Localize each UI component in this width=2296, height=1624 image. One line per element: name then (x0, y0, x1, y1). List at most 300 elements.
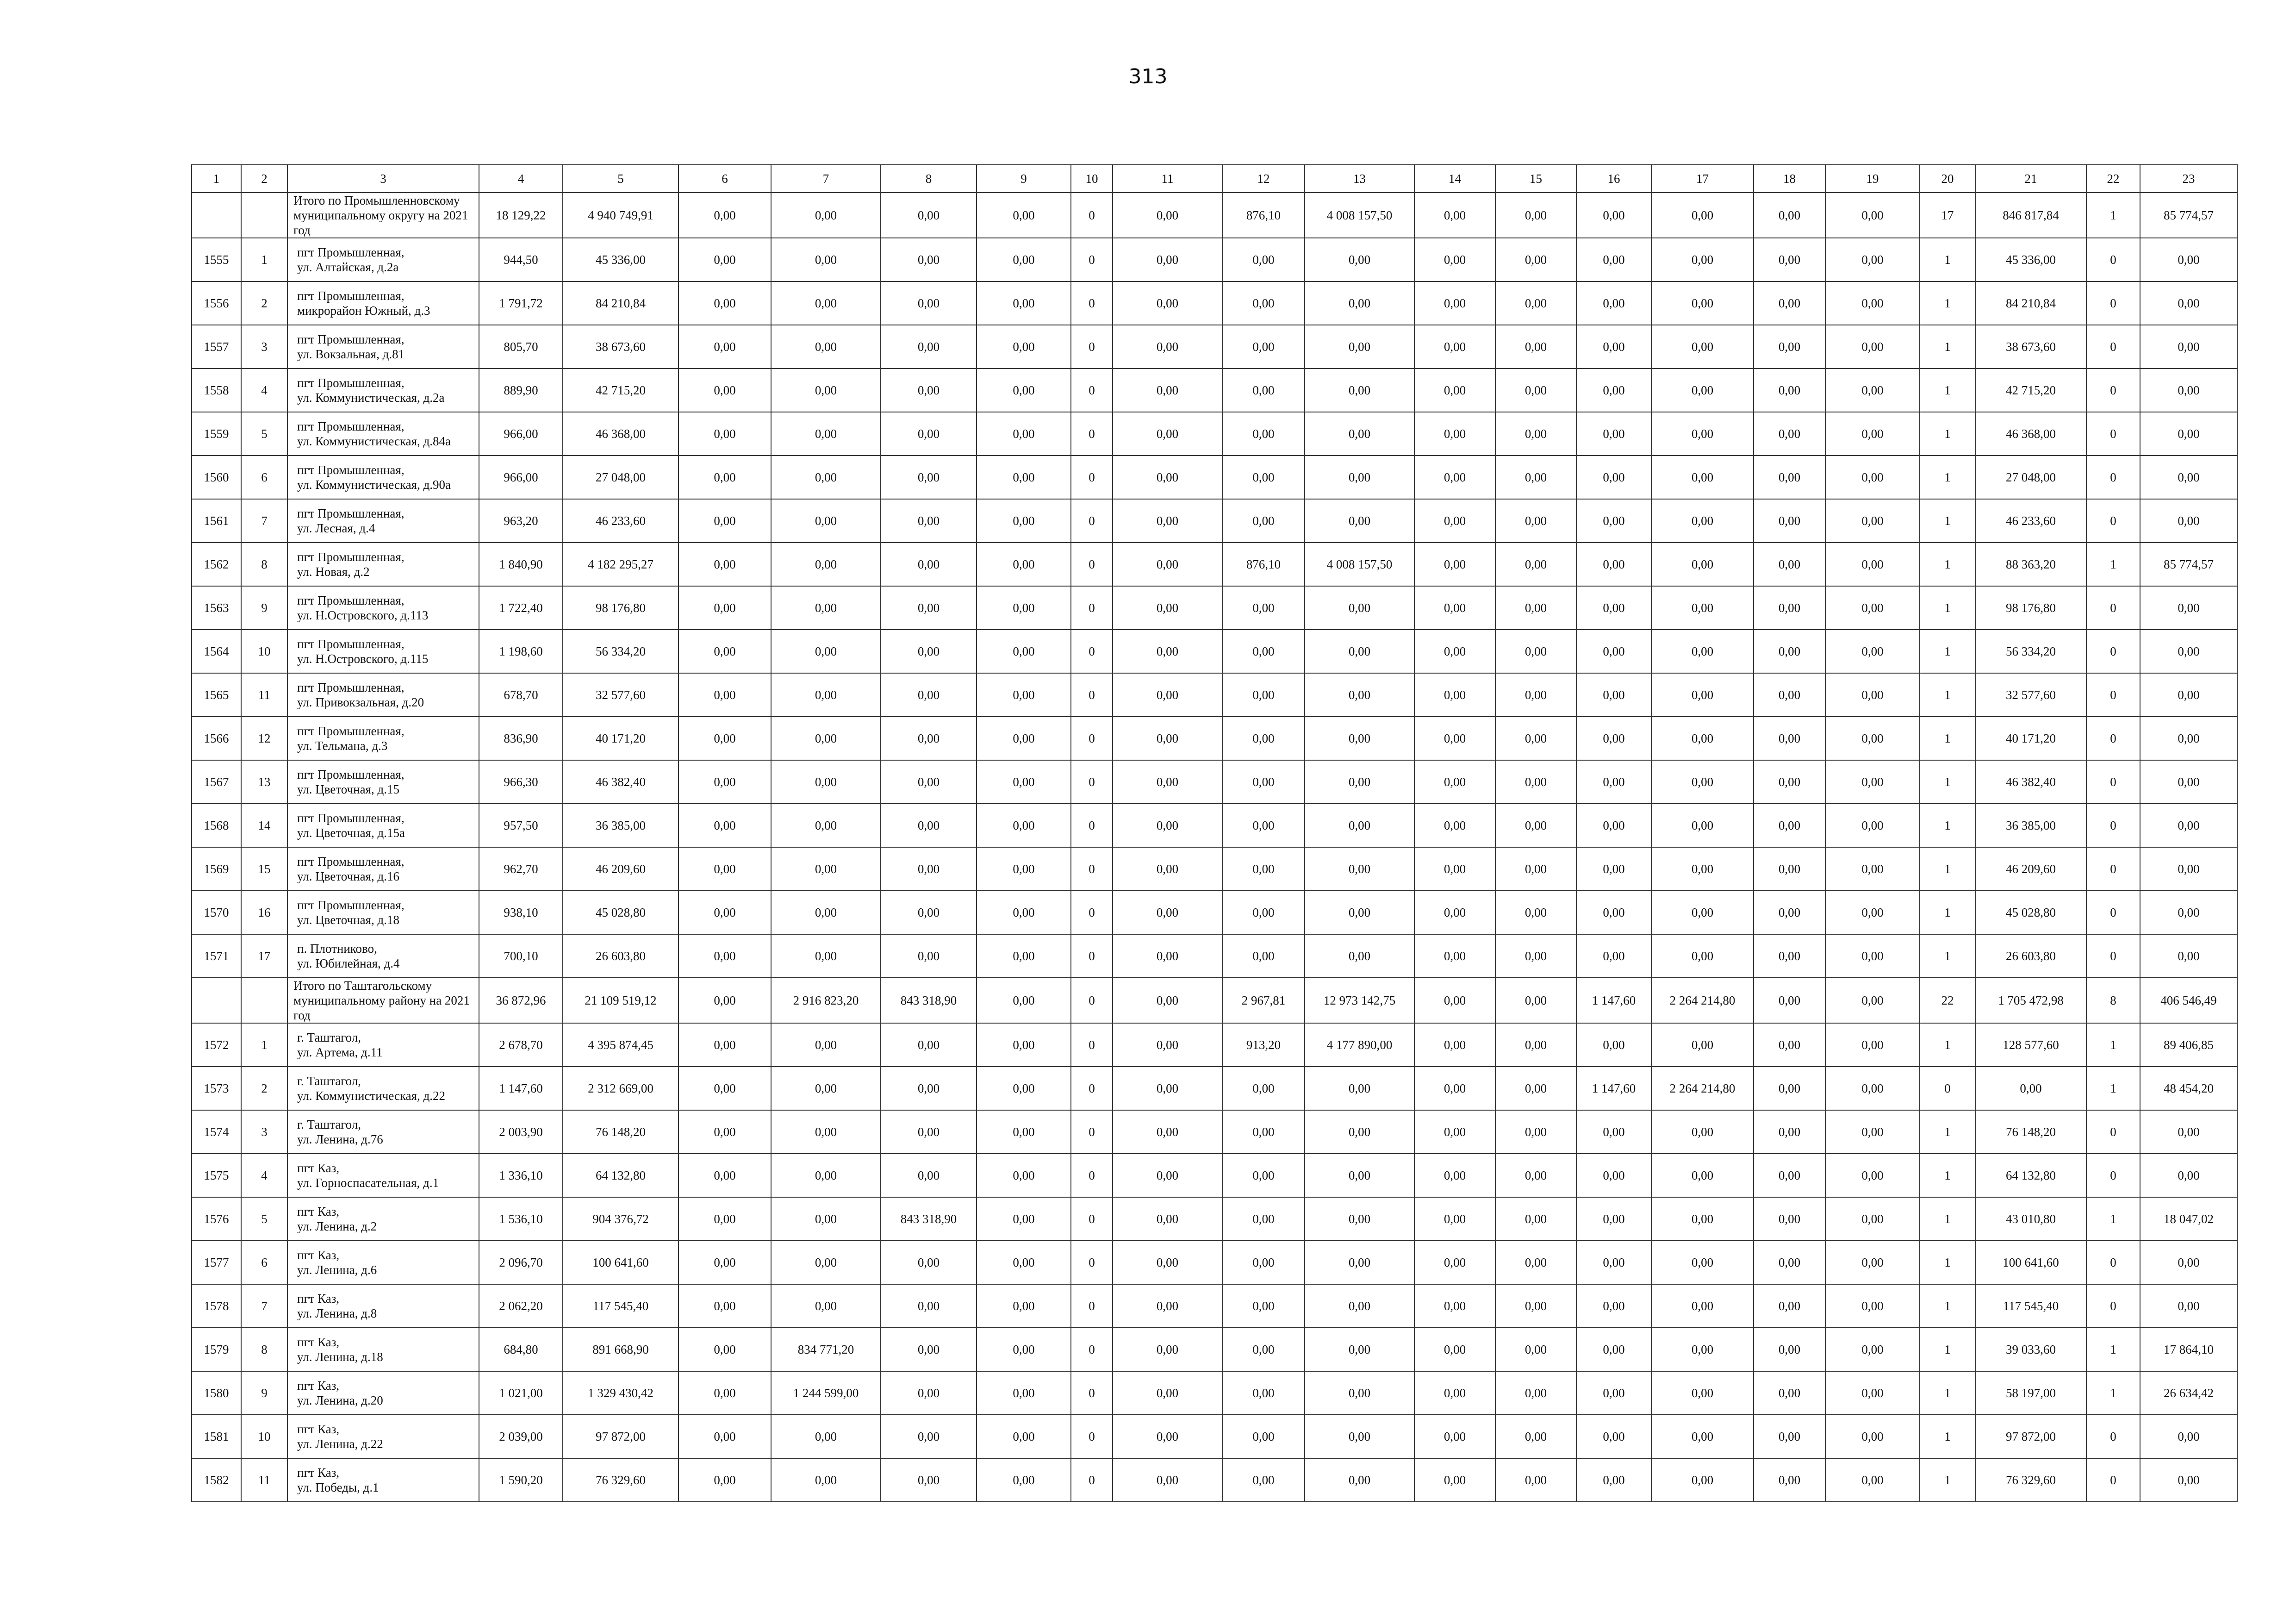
value-cell: 0,00 (1754, 630, 1825, 673)
value-cell: 0,00 (2140, 717, 2237, 760)
value-cell: 0,00 (678, 586, 771, 630)
address-cell (287, 543, 479, 586)
address-line: ул. Ленина, д.8 (297, 1306, 377, 1320)
address-line: п. Плотниково, (297, 942, 377, 956)
table-row (192, 1023, 2237, 1067)
value-cell: 0 (2086, 934, 2140, 978)
value-cell: 0,00 (1222, 630, 1305, 673)
address-line: микрорайон Южный, д.3 (297, 304, 430, 318)
value-cell: 0,00 (1576, 673, 1651, 717)
value-cell: 0 (1071, 717, 1113, 760)
value-cell: 0,00 (1495, 412, 1576, 456)
value-cell: 0,00 (678, 1110, 771, 1154)
table-row (192, 1197, 2237, 1241)
value-cell: 0,00 (1414, 1415, 1495, 1458)
value-cell: 1 (1920, 586, 1975, 630)
address-line: ул. Победы, д.1 (297, 1480, 379, 1494)
value-cell: 0 (1071, 847, 1113, 891)
value-cell: 36 385,00 (563, 804, 678, 847)
value-cell: 4 182 295,27 (563, 543, 678, 586)
address-line: ул. Ленина, д.20 (297, 1393, 383, 1407)
value-cell: 38 673,60 (1975, 325, 2086, 369)
address-cell (287, 717, 479, 760)
value-cell: 0,00 (1754, 281, 1825, 325)
address-line: пгт Промышленная, (297, 332, 404, 346)
item-number-cell: 10 (241, 630, 287, 673)
address-cell (287, 456, 479, 499)
value-cell: 904 376,72 (563, 1197, 678, 1241)
value-cell: 0 (1071, 499, 1113, 543)
value-cell: 0,00 (678, 978, 771, 1023)
table-row (192, 281, 2237, 325)
value-cell: 45 336,00 (1975, 238, 2086, 281)
value-cell: 1 (2086, 1023, 2140, 1067)
item-number-cell: 16 (241, 891, 287, 934)
value-cell: 0,00 (977, 1023, 1071, 1067)
value-cell: 1 (1920, 456, 1975, 499)
value-cell: 0,00 (1651, 717, 1754, 760)
value-cell: 0,00 (1113, 281, 1222, 325)
value-cell: 0,00 (771, 412, 881, 456)
column-number: 6 (678, 165, 771, 193)
value-cell: 0,00 (1754, 543, 1825, 586)
value-cell: 0 (2086, 499, 2140, 543)
value-cell: 0,00 (1754, 456, 1825, 499)
value-cell: 0,00 (678, 1328, 771, 1371)
value-cell: 0,00 (1414, 325, 1495, 369)
value-cell: 0,00 (1305, 1154, 1414, 1197)
value-cell: 76 148,20 (563, 1110, 678, 1154)
value-cell: 0,00 (1113, 630, 1222, 673)
value-cell: 0,00 (1495, 543, 1576, 586)
value-cell: 0,00 (1825, 193, 1920, 238)
value-cell: 36 385,00 (1975, 804, 2086, 847)
value-cell: 0,00 (678, 499, 771, 543)
value-cell: 64 132,80 (563, 1154, 678, 1197)
value-cell: 17 864,10 (2140, 1328, 2237, 1371)
value-cell: 0,00 (1495, 804, 1576, 847)
value-cell: 0,00 (977, 325, 1071, 369)
value-cell: 0,00 (678, 412, 771, 456)
address-cell (287, 1415, 479, 1458)
data-table (191, 164, 2238, 1502)
address-cell (287, 412, 479, 456)
value-cell: 0,00 (1113, 1458, 1222, 1502)
value-cell: 0,00 (1414, 586, 1495, 630)
column-number: 16 (1576, 165, 1651, 193)
record-id-cell: 1569 (192, 847, 241, 891)
value-cell: 0,00 (1222, 717, 1305, 760)
record-id-cell: 1555 (192, 238, 241, 281)
value-cell: 0,00 (1825, 412, 1920, 456)
value-cell: 843 318,90 (881, 1197, 977, 1241)
value-cell: 1 (1920, 1371, 1975, 1415)
value-cell: 0,00 (1414, 934, 1495, 978)
item-number-cell: 6 (241, 1241, 287, 1284)
value-cell: 0,00 (1414, 717, 1495, 760)
value-cell: 0,00 (1754, 934, 1825, 978)
value-cell: 0,00 (1414, 281, 1495, 325)
value-cell: 1 (1920, 891, 1975, 934)
value-cell: 38 673,60 (563, 325, 678, 369)
value-cell: 117 545,40 (563, 1284, 678, 1328)
value-cell: 46 382,40 (1975, 760, 2086, 804)
value-cell: 0,00 (771, 1110, 881, 1154)
value-cell: 0,00 (881, 1023, 977, 1067)
value-cell: 0,00 (1222, 1284, 1305, 1328)
table-row (192, 543, 2237, 586)
value-cell: 876,10 (1222, 543, 1305, 586)
value-cell: 1 (1920, 1284, 1975, 1328)
value-cell: 0,00 (1222, 281, 1305, 325)
value-cell: 0,00 (1825, 1284, 1920, 1328)
address-line: пгт Промышленная, (297, 768, 404, 781)
value-cell: 0,00 (1651, 847, 1754, 891)
address-line: пгт Промышленная, (297, 811, 404, 825)
value-cell: 0,00 (771, 891, 881, 934)
value-cell: 1 (1920, 630, 1975, 673)
value-cell: 0,00 (1754, 1241, 1825, 1284)
value-cell: 0,00 (1414, 369, 1495, 412)
value-cell: 0,00 (771, 543, 881, 586)
value-cell: 0,00 (771, 1415, 881, 1458)
table-row (192, 1371, 2237, 1415)
value-cell: 0,00 (1754, 499, 1825, 543)
value-cell: 0 (1071, 891, 1113, 934)
address-line: муниципальному району на 2021 год (293, 993, 470, 1022)
value-cell: 1 590,20 (479, 1458, 563, 1502)
record-id-cell: 1559 (192, 412, 241, 456)
value-cell: 0,00 (1495, 1415, 1576, 1458)
value-cell: 1 (1920, 934, 1975, 978)
column-number: 17 (1651, 165, 1754, 193)
item-number-cell (241, 193, 287, 238)
value-cell: 0,00 (977, 1067, 1071, 1110)
record-id-cell: 1567 (192, 760, 241, 804)
value-cell: 1 147,60 (479, 1067, 563, 1110)
address-cell (287, 369, 479, 412)
value-cell: 0,00 (771, 193, 881, 238)
value-cell: 0,00 (2140, 281, 2237, 325)
column-number: 3 (287, 165, 479, 193)
item-number-cell: 1 (241, 1023, 287, 1067)
value-cell: 843 318,90 (881, 978, 977, 1023)
value-cell: 0,00 (678, 1371, 771, 1415)
value-cell: 0,00 (1222, 891, 1305, 934)
value-cell: 966,00 (479, 412, 563, 456)
value-cell: 0 (1071, 1284, 1113, 1328)
value-cell: 0 (1071, 586, 1113, 630)
value-cell: 0,00 (881, 1458, 977, 1502)
value-cell: 0,00 (1414, 978, 1495, 1023)
item-number-cell: 9 (241, 1371, 287, 1415)
value-cell: 891 668,90 (563, 1328, 678, 1371)
value-cell: 0,00 (1495, 1371, 1576, 1415)
value-cell: 0,00 (1651, 891, 1754, 934)
value-cell: 0 (1071, 673, 1113, 717)
value-cell: 1 244 599,00 (771, 1371, 881, 1415)
value-cell: 0,00 (1495, 325, 1576, 369)
table-row (192, 238, 2237, 281)
address-cell (287, 1067, 479, 1110)
record-id-cell: 1579 (192, 1328, 241, 1371)
value-cell: 0,00 (1222, 1415, 1305, 1458)
value-cell: 0,00 (2140, 1110, 2237, 1154)
value-cell: 0,00 (1414, 1023, 1495, 1067)
address-line: пгт Каз, (297, 1292, 340, 1305)
value-cell: 0,00 (1113, 804, 1222, 847)
column-number: 2 (241, 165, 287, 193)
value-cell: 0,00 (1825, 1415, 1920, 1458)
value-cell: 0,00 (1651, 1023, 1754, 1067)
address-line: ул. Горноспасательная, д.1 (297, 1176, 439, 1190)
value-cell: 0,00 (1825, 1154, 1920, 1197)
address-cell (287, 1197, 479, 1241)
value-cell: 0,00 (1754, 891, 1825, 934)
value-cell: 1 705 472,98 (1975, 978, 2086, 1023)
value-cell: 0,00 (1651, 281, 1754, 325)
item-number-cell (241, 978, 287, 1023)
item-number-cell: 10 (241, 1415, 287, 1458)
value-cell: 0,00 (977, 543, 1071, 586)
value-cell: 957,50 (479, 804, 563, 847)
value-cell: 2 967,81 (1222, 978, 1305, 1023)
address-cell (287, 281, 479, 325)
table-row (192, 325, 2237, 369)
value-cell: 0,00 (1495, 456, 1576, 499)
value-cell: 0 (1071, 325, 1113, 369)
value-cell: 0,00 (1495, 673, 1576, 717)
address-cell (287, 499, 479, 543)
value-cell: 0 (2086, 891, 2140, 934)
value-cell: 1 (1920, 281, 1975, 325)
value-cell: 0,00 (678, 1241, 771, 1284)
value-cell: 0,00 (771, 847, 881, 891)
value-cell: 117 545,40 (1975, 1284, 2086, 1328)
value-cell: 76 329,60 (563, 1458, 678, 1502)
value-cell: 0,00 (881, 804, 977, 847)
value-cell: 0,00 (977, 804, 1071, 847)
value-cell: 0,00 (1495, 281, 1576, 325)
value-cell: 89 406,85 (2140, 1023, 2237, 1067)
value-cell: 0,00 (1576, 1328, 1651, 1371)
value-cell: 21 109 519,12 (563, 978, 678, 1023)
value-cell: 0,00 (1414, 1458, 1495, 1502)
value-cell: 1 336,10 (479, 1154, 563, 1197)
value-cell: 1 (1920, 673, 1975, 717)
value-cell: 0,00 (977, 1241, 1071, 1284)
value-cell: 0,00 (2140, 325, 2237, 369)
value-cell: 0,00 (1754, 1067, 1825, 1110)
address-cell (287, 934, 479, 978)
value-cell: 0,00 (977, 1154, 1071, 1197)
value-cell: 0,00 (1113, 1241, 1222, 1284)
value-cell: 0,00 (678, 369, 771, 412)
value-cell: 0,00 (1651, 760, 1754, 804)
value-cell: 0,00 (1414, 1154, 1495, 1197)
value-cell: 17 (1920, 193, 1975, 238)
value-cell: 0,00 (1576, 193, 1651, 238)
value-cell: 0,00 (1414, 804, 1495, 847)
value-cell: 0,00 (977, 1284, 1071, 1328)
record-id-cell: 1570 (192, 891, 241, 934)
value-cell: 0 (1071, 1415, 1113, 1458)
address-line: пгт Промышленная, (297, 898, 404, 912)
value-cell: 1 722,40 (479, 586, 563, 630)
address-line: ул. Ленина, д.18 (297, 1350, 383, 1364)
address-line: пгт Каз, (297, 1161, 340, 1175)
value-cell: 963,20 (479, 499, 563, 543)
value-cell: 0,00 (1113, 586, 1222, 630)
value-cell: 0,00 (1113, 1371, 1222, 1415)
item-number-cell: 15 (241, 847, 287, 891)
value-cell: 0,00 (678, 760, 771, 804)
value-cell: 889,90 (479, 369, 563, 412)
value-cell: 0,00 (1651, 543, 1754, 586)
value-cell: 0 (1071, 760, 1113, 804)
value-cell: 0,00 (678, 1154, 771, 1197)
value-cell: 46 368,00 (563, 412, 678, 456)
value-cell: 0,00 (1754, 193, 1825, 238)
address-cell (287, 1371, 479, 1415)
value-cell: 678,70 (479, 673, 563, 717)
item-number-cell: 8 (241, 1328, 287, 1371)
value-cell: 97 872,00 (563, 1415, 678, 1458)
value-cell: 0,00 (1305, 369, 1414, 412)
value-cell: 0,00 (2140, 891, 2237, 934)
value-cell: 0,00 (1576, 499, 1651, 543)
value-cell: 1 (1920, 412, 1975, 456)
value-cell: 100 641,60 (1975, 1241, 2086, 1284)
value-cell: 56 334,20 (1975, 630, 2086, 673)
value-cell: 0,00 (881, 673, 977, 717)
column-number: 21 (1975, 165, 2086, 193)
column-number: 19 (1825, 165, 1920, 193)
value-cell: 0,00 (2140, 412, 2237, 456)
value-cell: 0,00 (881, 1241, 977, 1284)
value-cell: 962,70 (479, 847, 563, 891)
total-row (192, 978, 2237, 1023)
value-cell: 0,00 (1222, 1328, 1305, 1371)
value-cell: 12 973 142,75 (1305, 978, 1414, 1023)
column-number: 20 (1920, 165, 1975, 193)
value-cell: 0,00 (1414, 1284, 1495, 1328)
record-id-cell (192, 193, 241, 238)
value-cell: 0,00 (1113, 1067, 1222, 1110)
value-cell: 0,00 (1414, 630, 1495, 673)
record-id-cell: 1573 (192, 1067, 241, 1110)
value-cell: 0,00 (1754, 760, 1825, 804)
value-cell: 0,00 (977, 412, 1071, 456)
value-cell: 2 312 669,00 (563, 1067, 678, 1110)
table-row (192, 369, 2237, 412)
value-cell: 97 872,00 (1975, 1415, 2086, 1458)
value-cell: 1 (1920, 1197, 1975, 1241)
value-cell: 0 (1071, 1328, 1113, 1371)
page-number: 313 (1128, 65, 1168, 88)
value-cell: 0,00 (2140, 238, 2237, 281)
table-row (192, 934, 2237, 978)
item-number-cell: 7 (241, 499, 287, 543)
column-number: 23 (2140, 165, 2237, 193)
address-cell (287, 673, 479, 717)
value-cell: 0,00 (1825, 847, 1920, 891)
value-cell: 1 (1920, 238, 1975, 281)
value-cell: 1 (1920, 499, 1975, 543)
value-cell: 0,00 (1651, 586, 1754, 630)
value-cell: 0,00 (1305, 238, 1414, 281)
value-cell: 0,00 (1754, 1415, 1825, 1458)
value-cell: 0,00 (1576, 847, 1651, 891)
value-cell: 1 198,60 (479, 630, 563, 673)
value-cell: 0,00 (1825, 1458, 1920, 1502)
value-cell: 0,00 (1651, 238, 1754, 281)
value-cell: 0,00 (881, 1154, 977, 1197)
value-cell: 0,00 (1576, 1023, 1651, 1067)
value-cell: 0,00 (1754, 325, 1825, 369)
address-line: ул. Юбилейная, д.4 (297, 956, 400, 970)
value-cell: 0,00 (2140, 673, 2237, 717)
value-cell: 0,00 (2140, 1241, 2237, 1284)
value-cell: 834 771,20 (771, 1328, 881, 1371)
value-cell: 0,00 (1305, 673, 1414, 717)
value-cell: 1 (1920, 1415, 1975, 1458)
value-cell: 1 791,72 (479, 281, 563, 325)
value-cell: 0,00 (1651, 1197, 1754, 1241)
value-cell: 1 (1920, 325, 1975, 369)
record-id-cell (192, 978, 241, 1023)
value-cell: 0,00 (1651, 1458, 1754, 1502)
value-cell: 0,00 (1113, 847, 1222, 891)
table-row (192, 847, 2237, 891)
table-row (192, 499, 2237, 543)
value-cell: 0 (2086, 456, 2140, 499)
value-cell: 0,00 (881, 717, 977, 760)
value-cell: 0,00 (1754, 586, 1825, 630)
address-cell (287, 1110, 479, 1154)
value-cell: 64 132,80 (1975, 1154, 2086, 1197)
value-cell: 1 (1920, 760, 1975, 804)
value-cell: 0,00 (881, 325, 977, 369)
value-cell: 0,00 (1825, 499, 1920, 543)
item-number-cell: 3 (241, 325, 287, 369)
value-cell: 0,00 (1825, 891, 1920, 934)
value-cell: 0,00 (1305, 586, 1414, 630)
value-cell: 4 940 749,91 (563, 193, 678, 238)
value-cell: 1 (2086, 1197, 2140, 1241)
value-cell: 0,00 (2140, 847, 2237, 891)
value-cell: 0,00 (2140, 1284, 2237, 1328)
value-cell: 0,00 (1495, 193, 1576, 238)
value-cell: 1 (1920, 543, 1975, 586)
table-row (192, 412, 2237, 456)
value-cell: 0 (1071, 1371, 1113, 1415)
table-row (192, 1284, 2237, 1328)
address-line: ул. Коммунистическая, д.84а (297, 434, 451, 448)
value-cell: 0,00 (1113, 978, 1222, 1023)
value-cell: 0,00 (1305, 1458, 1414, 1502)
value-cell: 85 774,57 (2140, 193, 2237, 238)
value-cell: 0,00 (2140, 456, 2237, 499)
value-cell: 0,00 (1651, 1328, 1754, 1371)
value-cell: 0 (1071, 804, 1113, 847)
value-cell: 0,00 (1495, 630, 1576, 673)
value-cell: 0,00 (977, 717, 1071, 760)
value-cell: 0,00 (1305, 804, 1414, 847)
item-number-cell: 2 (241, 281, 287, 325)
value-cell: 0,00 (1495, 1284, 1576, 1328)
value-cell: 0,00 (1576, 1110, 1651, 1154)
